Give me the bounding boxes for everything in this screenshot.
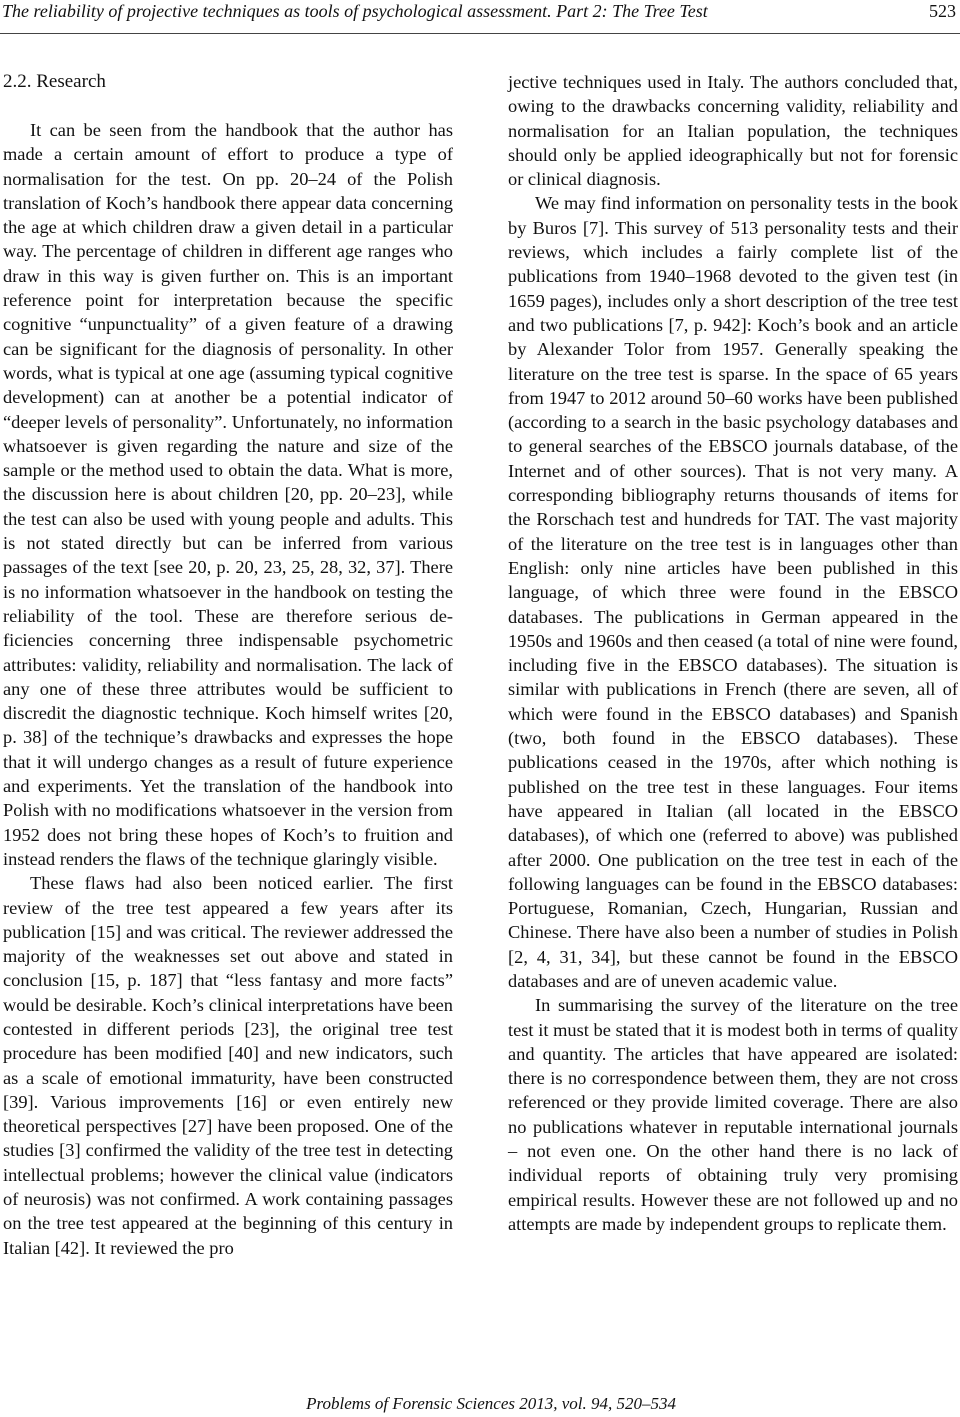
paragraph-continuation: jective techniques used in Italy. The authors concluded that, owing to the drawbacks concerning validity, reliability and normalisation for an Italian population, the techniques should only be applied ideographically but not for forensic or clinical diagnosis.	[508, 72, 958, 190]
running-title: The reliability of projective techniques as tools of psychological assessment. Part 2: The Tree Test	[2, 1, 708, 21]
paragraph: We may find information on personality tests in the book by Buros [7]. This survey of 513 personality tests and their reviews, which includes a fairly complete list of the publications from 1940–1968 devoted to the given test (in 1659 pages), includes only a short description of the tree test and two publications [7, p. 942]: Koch’s book and an article by Alexander Tolor from 1957. Generally speaking the literature on the tree test is sparse. In the space of 65 years from 1947 to 2012 around 50–60 works have been published (according to a search in the basic psychology databases and to general searches of the EBSCO journals database, of the Internet and of other sources). That is not very many. A corresponding bibliography returns thousands of items for the Rorschach test and hundreds for TAT. The vast majority of the literature on the tree test is in languages other than English: only nine articles have been published in this language, of which three were found in the EBSCO databases. The publications in German appeared in the 1950s and 1960s and then ceased (a total of nine were found, including five in the EBSCO databases). The situation is similar with publications in French (there are seven, all of which were found in the EBSCO databases) and Spanish (two, both found in the EBSCO databases). These publications ceased in the 1970s, after which nothing is published on the tree test in these languages. Four items have appeared in Italian (all located in the EBSCO databases), of which one (referred to above) was published after 2000. One publication on the tree test in each of the following languages can be found in the EBSCO databases: Portuguese, Romanian, Czech, Hungarian, Russian and Chinese. There have also been a number of studies in Polish [2, 4, 31, 34], but these cannot be found in the EBSCO databases and are of uneven academic value.	[508, 193, 958, 991]
right-column	[508, 70, 958, 1236]
header-divider	[0, 33, 960, 34]
paragraph: These flaws had also been noticed earlier. The first review of the tree test appeared a few years after its publication [15] and was critical. The reviewer addressed the majority of the weaknesses set out above and stated in conclusion [15, p. 187] that “less fantasy and more facts” would be desirable. Koch’s clinical interpretations have been contested in different periods [23], the original tree test procedure has been modified [40] and new indicators, such as a scale of emotional immaturity, have been constructed [39]. Various improvements [16] or even entirely new theoretical perspectives [27] have been proposed. One of the studies [3] confirmed the validity of the tree test in detecting intellectual problems; however the clinical value (indicators of neurosis) was not confirmed. A work containing passages on the tree test appeared at the beginning of this century in Italian [42]. It reviewed the pro	[3, 873, 453, 1258]
section-heading: 2.2. Research	[3, 71, 106, 92]
running-header	[2, 0, 956, 26]
paragraph: In summarising the survey of the literature on the tree test it must be stated that it is modest both in terms of quality and quantity. The articles that have appeared are isolated: there is no correspondence between them, they are not cross referenced or they provide limited coverage. There are also no publications whatever in reputable international journals – not even one. On the other hand there is no lack of individual reports of obtaining truly very promising empirical results. However these are not followed up and no attempts are made by independent groups to replicate them.	[508, 995, 958, 1234]
journal-citation-footer: Problems of Forensic Sciences 2013, vol. 94, 520–534	[306, 1394, 676, 1413]
left-column	[3, 70, 453, 1260]
page-number: 523	[929, 1, 956, 21]
paragraph: It can be seen from the handbook that the author has made a certain amount of effort to produce a type of normalisation for the test. On pp. 20–24 of the Polish translation of Koch’s handbook there appear data concerning the age at which children draw a given detail in a particular way. The percentage of children in different age ranges who draw in this way is given further on. This is an important reference point for interpretation because the specific cognitive “unpunctuality” of a given feature of a drawing can be significant for the diagnosis of personality. In other words, what is typical at one age (assuming typical cognitive development) can at another be a potential indicator of “deeper levels of personality”. Unfortunately, no information whatsoever is given regarding the nature and size of the sample or the method used to obtain the data. What is more, the discussion here is about children [20, pp. 20–23], while the test can also be used with young people and adults. This is not stated directly but can be inferred from various passages of the text [see 20, p. 20, 23, 25, 28, 32, 37]. There is no information whatsoever in the handbook on testing the reliability of the tool. These are therefore serious deficiencies concerning three indispensable psychometric attributes: validity, reliability and normalisation. The lack of any one of these three attributes would be sufficient to discredit the diagnostic technique. Koch himself writes [20, p. 38] of the technique’s drawbacks and expresses the hope that it will undergo changes as a result of future experience and experiments. Yet the translation of the handbook into Polish with no modifications whatsoever in the version from 1952 does not bring these hopes of Koch’s to fruition and instead renders the flaws of the technique glaringly visible.	[3, 120, 453, 869]
